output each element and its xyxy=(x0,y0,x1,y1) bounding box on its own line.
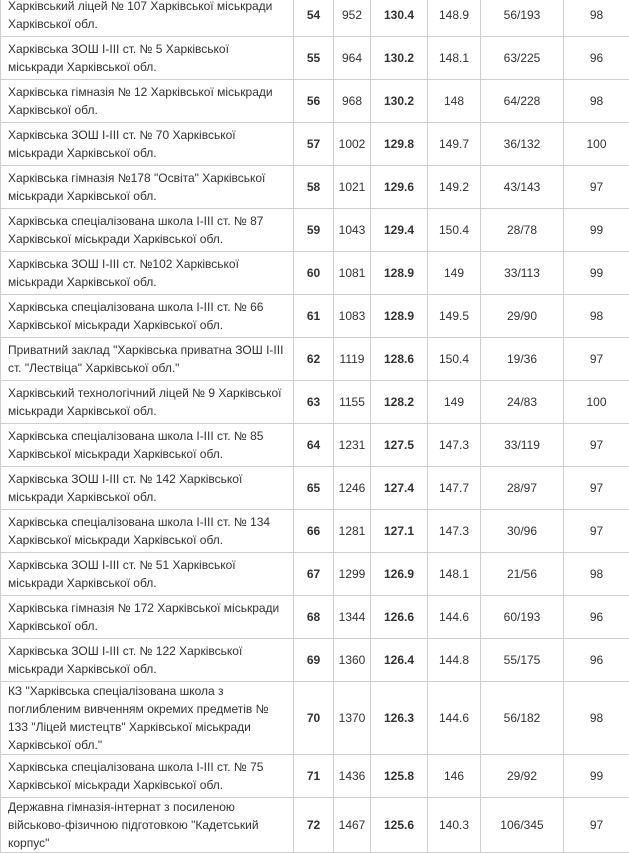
rank-cell: 62 xyxy=(294,338,334,381)
place-cell: 1467 xyxy=(334,798,371,853)
score-cell: 130.2 xyxy=(371,80,428,123)
school-name-cell: Харківська спеціалізована школа І-ІІІ ст. № 75 Харківської міськради Харківської обл. xyxy=(1,755,294,798)
percent-cell: 97 xyxy=(564,467,629,510)
table-row xyxy=(1,798,629,853)
average-cell: 149.7 xyxy=(428,123,481,166)
school-name-cell: Харківська спеціалізована школа І-ІІІ ст. № 85 Харківської міськради Харківської обл. xyxy=(1,424,294,467)
average-cell: 147.3 xyxy=(428,424,481,467)
table-row xyxy=(1,510,629,553)
ratio-cell: 43/143 xyxy=(481,166,564,209)
average-cell: 148.1 xyxy=(428,37,481,80)
table-row xyxy=(1,295,629,338)
percent-cell: 99 xyxy=(564,755,629,798)
percent-cell: 97 xyxy=(564,166,629,209)
place-cell: 1281 xyxy=(334,510,371,553)
rank-cell: 65 xyxy=(294,467,334,510)
table-row xyxy=(1,381,629,424)
rank-cell: 57 xyxy=(294,123,334,166)
table-row xyxy=(1,37,629,80)
average-cell: 149.2 xyxy=(428,166,481,209)
ratio-cell: 33/113 xyxy=(481,252,564,295)
table-row xyxy=(1,123,629,166)
ratio-cell: 63/225 xyxy=(481,37,564,80)
place-cell: 1081 xyxy=(334,252,371,295)
score-cell: 127.1 xyxy=(371,510,428,553)
average-cell: 144.8 xyxy=(428,639,481,682)
percent-cell: 97 xyxy=(564,798,629,853)
place-cell: 952 xyxy=(334,0,371,37)
score-cell: 127.4 xyxy=(371,467,428,510)
school-name-cell: Приватний заклад "Харківська приватна ЗОШ І-ІІІ ст. "Лествіца" Харківської обл." xyxy=(1,338,294,381)
average-cell: 144.6 xyxy=(428,596,481,639)
table-row xyxy=(1,553,629,596)
average-cell: 148 xyxy=(428,80,481,123)
percent-cell: 96 xyxy=(564,37,629,80)
place-cell: 1231 xyxy=(334,424,371,467)
school-name-cell: Харківська ЗОШ І-ІІІ ст. № 122 Харківської міськради Харківської обл. xyxy=(1,639,294,682)
percent-cell: 100 xyxy=(564,123,629,166)
average-cell: 144.6 xyxy=(428,682,481,755)
table-row xyxy=(1,639,629,682)
score-cell: 128.6 xyxy=(371,338,428,381)
school-name-cell: Харківська гімназія № 172 Харківської міськради Харківської обл. xyxy=(1,596,294,639)
percent-cell: 96 xyxy=(564,596,629,639)
table-row xyxy=(1,755,629,798)
rank-cell: 61 xyxy=(294,295,334,338)
ratio-cell: 56/182 xyxy=(481,682,564,755)
average-cell: 146 xyxy=(428,755,481,798)
score-cell: 126.3 xyxy=(371,682,428,755)
ratio-cell: 106/345 xyxy=(481,798,564,853)
place-cell: 1155 xyxy=(334,381,371,424)
ratio-cell: 33/119 xyxy=(481,424,564,467)
score-cell: 126.9 xyxy=(371,553,428,596)
school-name-cell: Харківська гімназія №178 "Освіта" Харківської міськради Харківської обл. xyxy=(1,166,294,209)
rank-cell: 64 xyxy=(294,424,334,467)
percent-cell: 98 xyxy=(564,682,629,755)
score-cell: 128.2 xyxy=(371,381,428,424)
place-cell: 1043 xyxy=(334,209,371,252)
percent-cell: 97 xyxy=(564,510,629,553)
school-name-cell: Харківська ЗОШ І-ІІІ ст. №102 Харківської міськради Харківської обл. xyxy=(1,252,294,295)
rank-cell: 59 xyxy=(294,209,334,252)
table-row xyxy=(1,682,629,755)
score-cell: 129.4 xyxy=(371,209,428,252)
rank-cell: 70 xyxy=(294,682,334,755)
rank-cell: 60 xyxy=(294,252,334,295)
place-cell: 964 xyxy=(334,37,371,80)
ratio-cell: 19/36 xyxy=(481,338,564,381)
average-cell: 147.7 xyxy=(428,467,481,510)
school-name-cell: Харківська ЗОШ І-ІІІ ст. № 51 Харківської міськради Харківської обл. xyxy=(1,553,294,596)
rank-cell: 71 xyxy=(294,755,334,798)
score-cell: 126.6 xyxy=(371,596,428,639)
school-name-cell: Харківська ЗОШ І-ІІІ ст. № 5 Харківської міськради Харківської обл. xyxy=(1,37,294,80)
school-name-cell: Харківський ліцей № 107 Харківської міськради Харківської обл. xyxy=(1,0,294,37)
school-name-cell: Харківська спеціалізована школа І-ІІІ ст. № 134 Харківської міськради Харківської обл. xyxy=(1,510,294,553)
ratio-cell: 28/78 xyxy=(481,209,564,252)
place-cell: 1370 xyxy=(334,682,371,755)
average-cell: 147.3 xyxy=(428,510,481,553)
average-cell: 149 xyxy=(428,252,481,295)
average-cell: 149 xyxy=(428,381,481,424)
average-cell: 148.1 xyxy=(428,553,481,596)
place-cell: 1021 xyxy=(334,166,371,209)
average-cell: 150.4 xyxy=(428,338,481,381)
ratio-cell: 56/193 xyxy=(481,0,564,37)
place-cell: 1002 xyxy=(334,123,371,166)
ratio-cell: 55/175 xyxy=(481,639,564,682)
percent-cell: 99 xyxy=(564,252,629,295)
place-cell: 968 xyxy=(334,80,371,123)
school-name-cell: Харківська гімназія № 12 Харківської міськради Харківської обл. xyxy=(1,80,294,123)
percent-cell: 96 xyxy=(564,639,629,682)
score-cell: 128.9 xyxy=(371,295,428,338)
table-row xyxy=(1,209,629,252)
table-row xyxy=(1,424,629,467)
percent-cell: 98 xyxy=(564,295,629,338)
table-row xyxy=(1,166,629,209)
table-row xyxy=(1,596,629,639)
score-cell: 127.5 xyxy=(371,424,428,467)
ratio-cell: 29/90 xyxy=(481,295,564,338)
percent-cell: 100 xyxy=(564,381,629,424)
score-cell: 130.2 xyxy=(371,37,428,80)
score-cell: 125.8 xyxy=(371,755,428,798)
percent-cell: 97 xyxy=(564,424,629,467)
rank-cell: 55 xyxy=(294,37,334,80)
rank-cell: 66 xyxy=(294,510,334,553)
average-cell: 140.3 xyxy=(428,798,481,853)
rank-cell: 63 xyxy=(294,381,334,424)
score-cell: 125.6 xyxy=(371,798,428,853)
average-cell: 149.5 xyxy=(428,295,481,338)
percent-cell: 98 xyxy=(564,0,629,37)
ratio-cell: 21/56 xyxy=(481,553,564,596)
school-name-cell: Харківська спеціалізована школа І-ІІІ ст. № 66 Харківської міськради Харківської обл. xyxy=(1,295,294,338)
score-cell: 130.4 xyxy=(371,0,428,37)
table-body xyxy=(1,0,629,853)
ratio-cell: 64/228 xyxy=(481,80,564,123)
place-cell: 1083 xyxy=(334,295,371,338)
table-row xyxy=(1,252,629,295)
place-cell: 1119 xyxy=(334,338,371,381)
ratio-cell: 24/83 xyxy=(481,381,564,424)
school-name-cell: Харківська ЗОШ І-ІІІ ст. № 142 Харківської міськради Харківської обл. xyxy=(1,467,294,510)
school-name-cell: КЗ "Харківська спеціалізована школа з поглибленим вивченням окремих предметів № 133 "Ліцей мистецтв" Харківської міськради Харківської обл." xyxy=(1,682,294,755)
percent-cell: 98 xyxy=(564,80,629,123)
rank-cell: 54 xyxy=(294,0,334,37)
ratio-cell: 28/97 xyxy=(481,467,564,510)
rank-cell: 58 xyxy=(294,166,334,209)
rank-cell: 67 xyxy=(294,553,334,596)
table-row xyxy=(1,80,629,123)
place-cell: 1299 xyxy=(334,553,371,596)
table-row xyxy=(1,338,629,381)
score-cell: 128.9 xyxy=(371,252,428,295)
rank-cell: 68 xyxy=(294,596,334,639)
percent-cell: 97 xyxy=(564,338,629,381)
place-cell: 1436 xyxy=(334,755,371,798)
score-cell: 126.4 xyxy=(371,639,428,682)
place-cell: 1344 xyxy=(334,596,371,639)
score-cell: 129.6 xyxy=(371,166,428,209)
ratio-cell: 30/96 xyxy=(481,510,564,553)
table-row xyxy=(1,0,629,37)
table-row xyxy=(1,467,629,510)
rank-cell: 72 xyxy=(294,798,334,853)
ratio-cell: 36/132 xyxy=(481,123,564,166)
score-cell: 129.8 xyxy=(371,123,428,166)
average-cell: 148.9 xyxy=(428,0,481,37)
average-cell: 150.4 xyxy=(428,209,481,252)
school-name-cell: Харківська ЗОШ І-ІІІ ст. № 70 Харківської міськради Харківської обл. xyxy=(1,123,294,166)
ratio-cell: 60/193 xyxy=(481,596,564,639)
school-name-cell: Державна гімназія-інтернат з посиленою військово-фізичною підготовкою "Кадетський корпус" xyxy=(1,798,294,853)
ratio-cell: 29/92 xyxy=(481,755,564,798)
percent-cell: 98 xyxy=(564,553,629,596)
rank-cell: 69 xyxy=(294,639,334,682)
rank-cell: 56 xyxy=(294,80,334,123)
school-name-cell: Харківський технологічний ліцей № 9 Харківської міськради Харківської обл. xyxy=(1,381,294,424)
school-name-cell: Харківська спеціалізована школа І-ІІІ ст. № 87 Харківської міськради Харківської обл. xyxy=(1,209,294,252)
place-cell: 1246 xyxy=(334,467,371,510)
percent-cell: 99 xyxy=(564,209,629,252)
place-cell: 1360 xyxy=(334,639,371,682)
